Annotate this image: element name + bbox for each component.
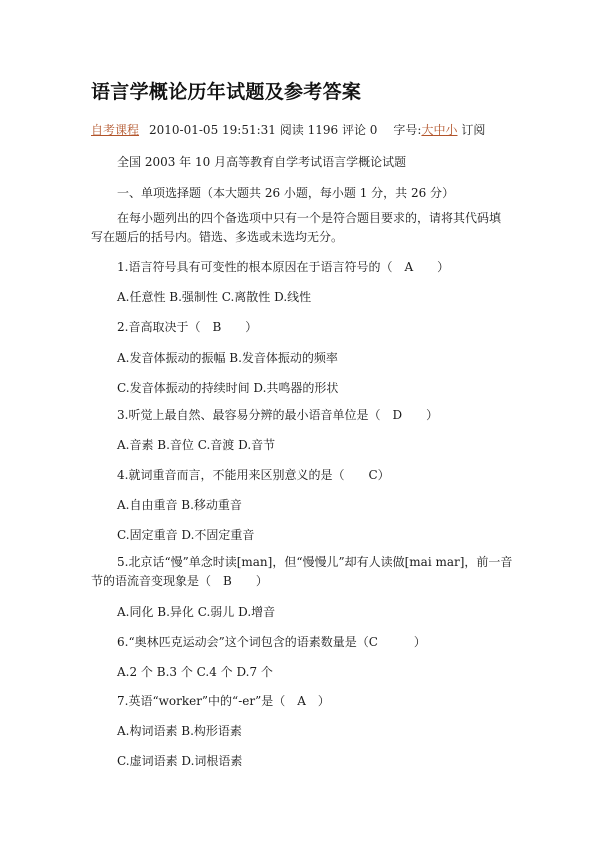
question-options-5: A.同化 B.异化 C.弱儿 D.增音	[117, 605, 276, 619]
article-meta	[91, 121, 485, 138]
question-stem-7: 7.英语“worker”中的“-er”是（ A ）	[117, 694, 330, 708]
font-size-large-link[interactable]: 大	[421, 123, 434, 137]
question-options-7a: A.构词语素 B.构形语素	[117, 724, 242, 738]
question-options-3: A.音素 B.音位 C.音渡 D.音节	[117, 438, 276, 452]
question-options-7b: C.虚词语素 D.词根语素	[117, 754, 243, 768]
question-options-4b: C.固定重音 D.不固定重音	[117, 528, 255, 542]
question-stem-5: 5.北京话“慢”单念时读[man]，但“慢慢儿”却有人读做[mai mar]，前一音节的语流音变现象是（ B ）	[91, 555, 513, 588]
comment-count: 评论 0	[341, 123, 378, 137]
question-options-6: A.2 个 B.3 个 C.4 个 D.7 个	[117, 665, 273, 679]
view-count: 阅读 1196	[279, 123, 339, 137]
post-datetime: 2010-01-05 19:51:31	[149, 123, 276, 137]
category-link[interactable]: 自考课程	[91, 123, 140, 137]
question-stem-2: 2.音高取决于（ B ）	[117, 320, 258, 334]
font-size-small-link[interactable]: 小	[445, 123, 458, 137]
article-title: 语言学概论历年试题及参考答案	[91, 81, 362, 103]
question-stem-4: 4.就词重音而言，不能用来区别意义的是（ C）	[117, 468, 390, 482]
subscribe-link[interactable]: 订阅	[461, 123, 486, 137]
question-stem-6: 6.“奥林匹克运动会”这个词包含的语素数量是（C ）	[117, 635, 426, 649]
font-size-medium-link[interactable]: 中	[433, 123, 446, 137]
font-size-label: 字号:	[393, 123, 422, 137]
question-options-2b: C.发音体振动的持续时间 D.共鸣器的形状	[117, 381, 339, 395]
question-stem-1: 1.语言符号具有可变性的根本原因在于语言符号的（ A ）	[117, 260, 450, 274]
question-options-1: A.任意性 B.强制性 C.离散性 D.线性	[117, 290, 312, 304]
question-stem-3: 3.听觉上最自然、最容易分辨的最小语音单位是（ D ）	[117, 408, 439, 422]
exam-title: 全国 2003 年 10 月高等教育自学考试语言学概论试题	[117, 155, 407, 169]
question-options-4a: A.自由重音 B.移动重音	[117, 498, 242, 512]
question-options-2a: A.发音体振动的振幅 B.发音体振动的频率	[117, 351, 338, 365]
instructions-paragraph: 在每小题列出的四个备选项中只有一个是符合题目要求的，请将其代码填写在题后的括号内。错选、多选或未选均无分。	[91, 211, 502, 244]
section-heading: 一、单项选择题（本大题共 26 小题，每小题 1 分，共 26 分）	[117, 186, 455, 200]
